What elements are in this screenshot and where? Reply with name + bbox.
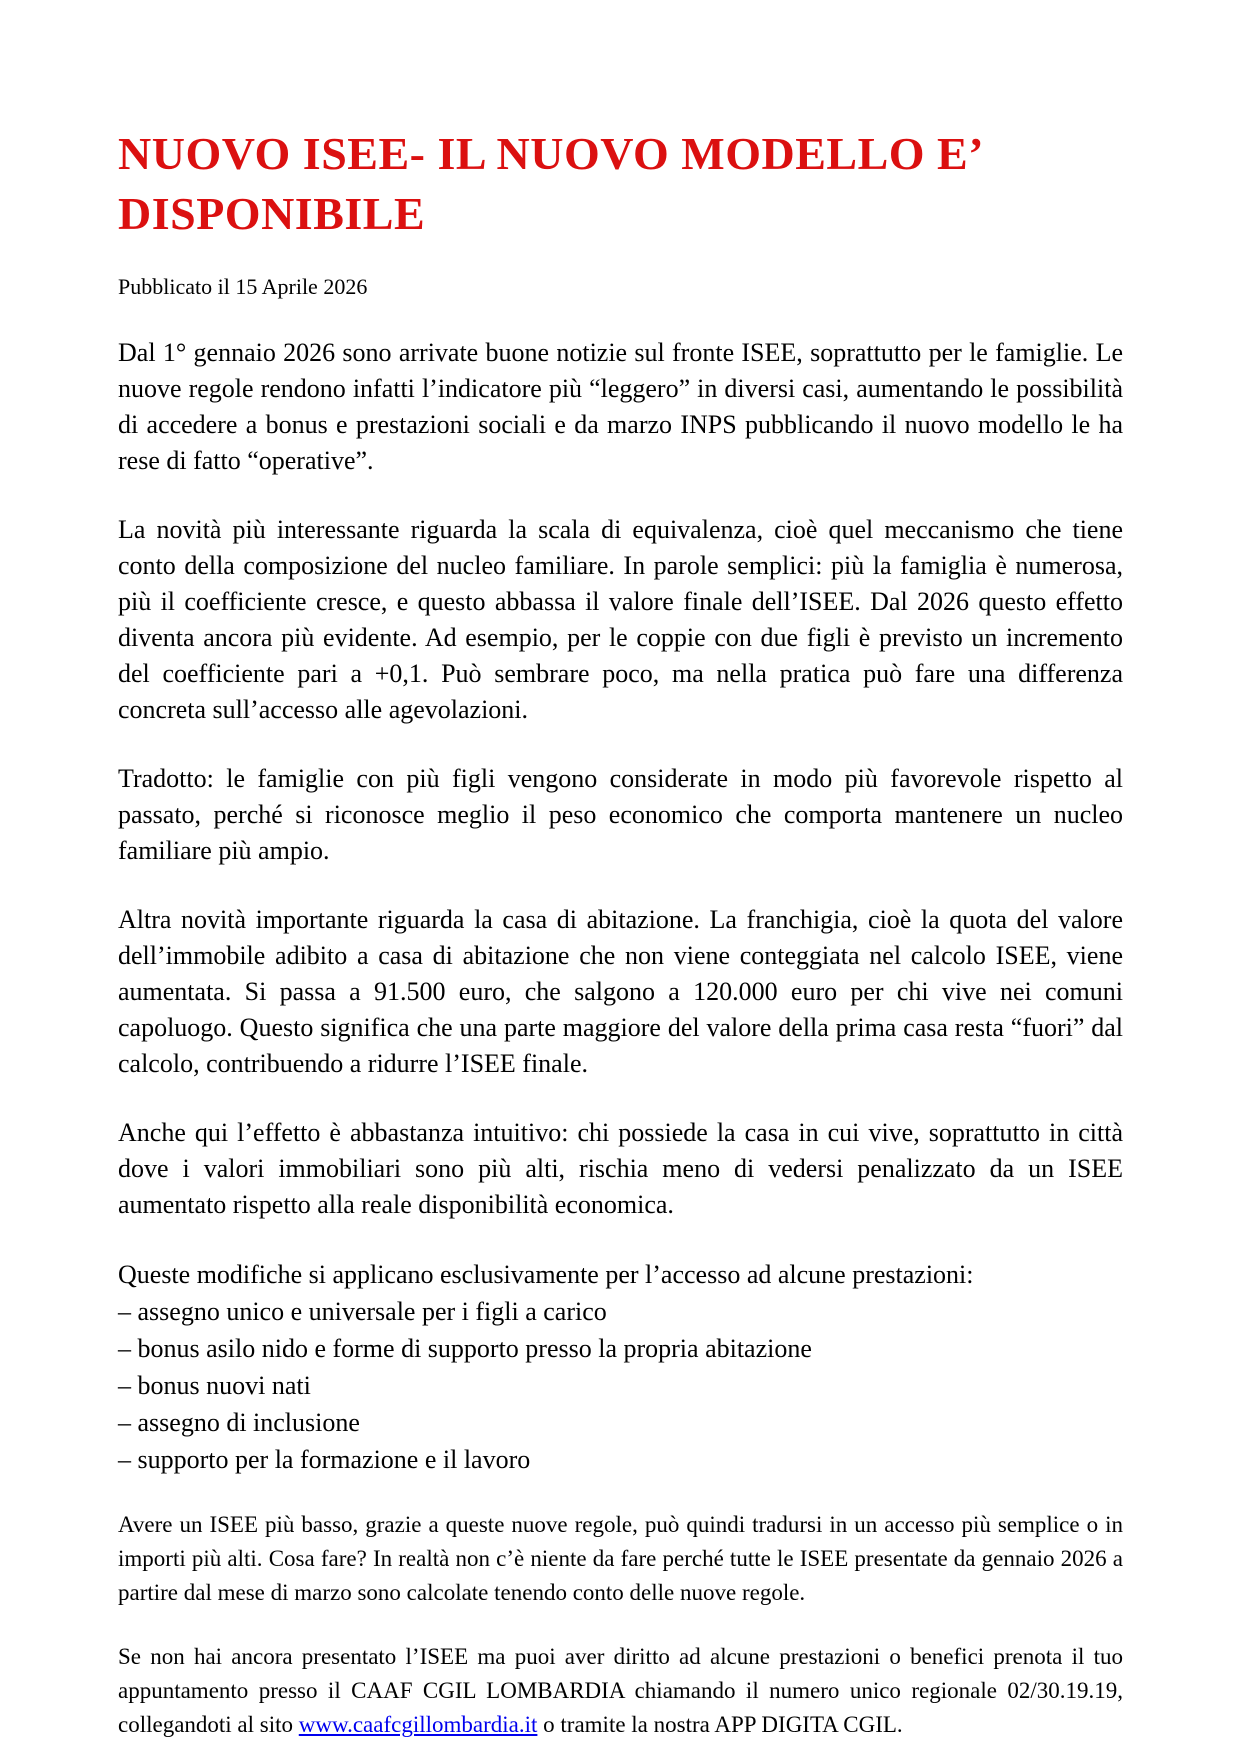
list-item-bonus-asilo-nido: – bonus asilo nido e forme di supporto presso la propria abitazione <box>118 1334 812 1364</box>
list-item-assegno-inclusione: – assegno di inclusione <box>118 1408 360 1438</box>
benefits-list <box>118 1293 1123 1478</box>
paragraph-isee-piu-basso: Avere un ISEE più basso, grazie a queste nuove regole, può quindi tradursi in un accesso più semplice o in importi più alti. Cosa fare? In realtà non c’è niente da fare perché tutte le ISEE presentate da gennaio 2026 a partire dal mese di marzo sono calcolate tenendo conto delle nuove regole. <box>118 1512 1123 1606</box>
paragraph-casa-franchigia: Altra novità importante riguarda la casa di abitazione. La franchigia, cioè la quota del valore dell’immobile adibito a casa di abitazione che non viene conteggiata nel calcolo ISEE, viene aumentata. Si passa a 91.500 euro, che salgono a 120.000 euro per chi vive nei comuni capoluogo. Questo significa che una parte maggiore del valore della prima casa resta “fuori” dal calcolo, contribuendo a ridurre l’ISEE finale. <box>118 905 1123 1079</box>
caafcgillombardia-link[interactable]: www.caafcgillombardia.it <box>298 1712 538 1738</box>
paragraph-new-rules-intro: Dal 1° gennaio 2026 sono arrivate buone notizie sul fronte ISEE, soprattutto per le famiglie. Le nuove regole rendono infatti l’indicatore più “leggero” in diversi casi, aumentando le possibilità di accedere a bonus e prestazioni sociali e da marzo INPS pubblicando il nuovo modello le ha rese di fatto “operative”. <box>118 338 1123 476</box>
list-item-bonus-nuovi-nati: – bonus nuovi nati <box>118 1371 311 1401</box>
paragraph-effetto-intuitivo: Anche qui l’effetto è abbastanza intuitivo: chi possiede la casa in cui vive, soprattutto in città dove i valori immobiliari sono più alti, rischia meno di vedersi penalizzato da un ISEE aumentato rispetto alla reale disponibilità economica. <box>118 1118 1123 1220</box>
closing-paragraph <box>118 1640 1123 1742</box>
closing-text-after-link: o tramite la nostra APP DIGITA CGIL. <box>537 1712 903 1738</box>
benefits-intro: Queste modifiche si applicano esclusivamente per l’accesso ad alcune prestazioni: <box>118 1260 974 1290</box>
list-item-supporto-formazione: – supporto per la formazione e il lavoro <box>118 1445 531 1475</box>
paragraph-tradotto: Tradotto: le famiglie con più figli vengono considerate in modo più favorevole rispetto al passato, perché si riconosce meglio il peso economico che comporta mantenere un nucleo familiare più ampio. <box>118 764 1123 866</box>
article-title: NUOVO ISEE- IL NUOVO MODELLO E’ DISPONIBILE <box>118 128 981 239</box>
closing-text-before-link: Se non hai ancora presentato l’ISEE ma puoi aver diritto ad alcune prestazioni o benefici prenota il tuo appuntamento presso il CAAF CGIL LOMBARDIA chiamando il numero unico regionale 02/30.19.19, collegandoti al sito <box>118 1644 1123 1738</box>
paragraph-equivalence-scale: La novità più interessante riguarda la scala di equivalenza, cioè quel meccanismo che tiene conto della composizione del nucleo familiare. In parole semplici: più la famiglia è numerosa, più il coefficiente cresce, e questo abbassa il valore finale dell’ISEE. Dal 2026 questo effetto diventa ancora più evidente. Ad esempio, per le coppie con due figli è previsto un incremento del coefficiente pari a +0,1. Può sembrare poco, ma nella pratica può fare una differenza concreta sull’accesso alle agevolazioni. <box>118 515 1123 725</box>
publish-date: Pubblicato il 15 Aprile 2026 <box>118 273 368 299</box>
list-item-assegno-unico: – assegno unico e universale per i figli a carico <box>118 1297 607 1327</box>
